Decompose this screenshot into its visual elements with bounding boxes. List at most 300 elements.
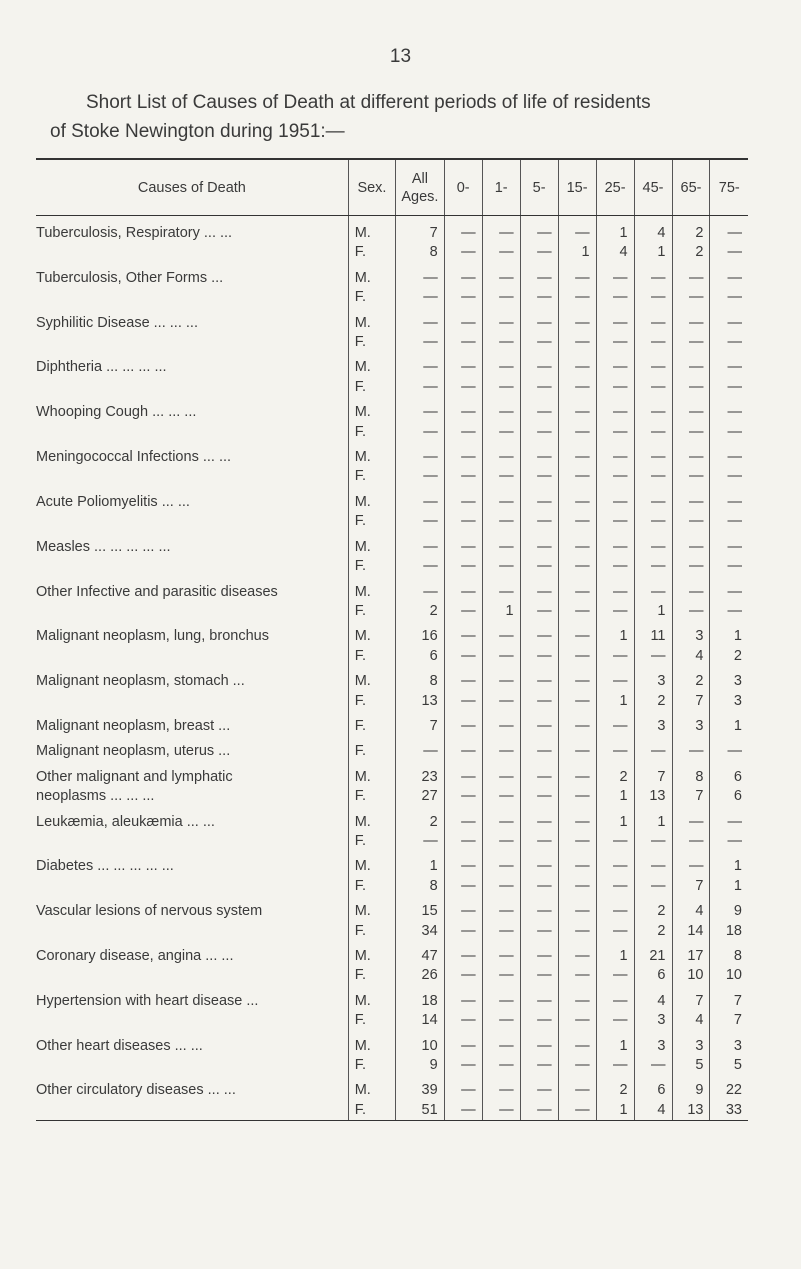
age-group-cell: 1 xyxy=(596,627,634,646)
age-group-cell: — xyxy=(520,1081,558,1100)
sex-cell: F. xyxy=(348,467,395,486)
sex-cell: F. xyxy=(348,602,395,621)
all-ages-cell: 23 xyxy=(396,768,445,787)
age-group-cell: — xyxy=(710,333,748,352)
age-group-cell: 2 xyxy=(596,768,634,787)
age-group-cell: — xyxy=(558,813,596,832)
age-group-cell: 22 xyxy=(710,1081,748,1100)
causes-of-death-table xyxy=(36,158,748,1121)
cause-cell: Malignant neoplasm, breast ... xyxy=(36,717,231,734)
age-group-cell: — xyxy=(444,857,482,876)
all-ages-cell: 13 xyxy=(396,692,445,711)
age-group-cell: — xyxy=(596,992,634,1011)
age-group-cell: — xyxy=(520,813,558,832)
age-group-cell: — xyxy=(520,378,558,397)
age-group-cell: 1 xyxy=(634,602,672,621)
sex-cell: F. xyxy=(348,742,395,761)
cause-cell xyxy=(36,1056,348,1075)
age-group-cell: — xyxy=(558,557,596,576)
age-group-cell: 8 xyxy=(672,768,710,787)
age-group-cell: — xyxy=(634,314,672,333)
age-group-cell: — xyxy=(596,557,634,576)
cause-cell xyxy=(36,877,348,896)
sex-cell: M. xyxy=(348,627,395,646)
cause-cell: Measles ... ... ... ... ... xyxy=(36,538,171,555)
table-row xyxy=(36,583,748,602)
sex-cell: F. xyxy=(348,787,395,806)
table-row xyxy=(36,627,748,646)
age-group-cell: — xyxy=(634,512,672,531)
age-group-cell: — xyxy=(482,832,520,851)
age-group-cell: 1 xyxy=(596,1037,634,1056)
table-row xyxy=(36,902,748,921)
age-group-cell: — xyxy=(482,512,520,531)
age-group-cell: 7 xyxy=(710,992,748,1011)
all-ages-cell: 6 xyxy=(396,647,445,666)
table-row xyxy=(36,692,748,711)
all-ages-cell: — xyxy=(396,512,445,531)
age-group-cell: — xyxy=(520,448,558,467)
age-group-cell: 33 xyxy=(710,1101,748,1121)
age-group-cell: — xyxy=(482,493,520,512)
age-group-cell: — xyxy=(520,557,558,576)
age-group-cell: — xyxy=(482,922,520,941)
table-row xyxy=(36,602,748,621)
table-row xyxy=(36,768,748,787)
age-group-cell: 1 xyxy=(596,947,634,966)
age-group-cell: 7 xyxy=(672,787,710,806)
age-group-cell: — xyxy=(558,583,596,602)
all-ages-cell: — xyxy=(396,403,445,422)
age-group-cell: — xyxy=(596,857,634,876)
age-group-cell: 2 xyxy=(710,647,748,666)
age-group-cell: — xyxy=(558,333,596,352)
cause-cell xyxy=(36,333,348,352)
cause-cell xyxy=(36,512,348,531)
sex-cell: M. xyxy=(348,902,395,921)
age-group-cell: — xyxy=(444,966,482,985)
age-group-cell: — xyxy=(444,647,482,666)
age-group-cell: — xyxy=(482,269,520,288)
sex-cell: F. xyxy=(348,288,395,307)
age-group-cell: 6 xyxy=(634,966,672,985)
table-row xyxy=(36,877,748,896)
age-group-cell: — xyxy=(558,787,596,806)
age-group-cell: — xyxy=(482,1056,520,1075)
age-group-cell: — xyxy=(520,947,558,966)
age-group-cell: — xyxy=(596,493,634,512)
cause-cell: Other malignant and lymphatic xyxy=(36,768,233,785)
table-row xyxy=(36,647,748,666)
age-group-cell: — xyxy=(710,742,748,761)
age-group-cell: — xyxy=(710,403,748,422)
age-group-cell: 4 xyxy=(596,243,634,262)
all-ages-cell: — xyxy=(396,832,445,851)
header-all-ages: All Ages. xyxy=(396,159,445,216)
cause-cell xyxy=(36,288,348,307)
age-group-cell: — xyxy=(596,647,634,666)
table-body xyxy=(36,216,748,1121)
sex-cell: M. xyxy=(348,583,395,602)
age-group-cell: — xyxy=(558,768,596,787)
age-group-cell: — xyxy=(634,538,672,557)
all-ages-cell: — xyxy=(396,493,445,512)
age-group-cell: — xyxy=(558,269,596,288)
title-line-1: Short List of Causes of Death at different periods of life of residents xyxy=(86,92,651,113)
age-group-cell: 3 xyxy=(672,1037,710,1056)
age-group-cell: 4 xyxy=(672,902,710,921)
age-group-cell: — xyxy=(558,857,596,876)
cause-cell xyxy=(36,692,348,711)
table-row xyxy=(36,314,748,333)
table-row xyxy=(36,992,748,1011)
table-row xyxy=(36,269,748,288)
sex-cell: F. xyxy=(348,557,395,576)
cause-cell xyxy=(36,1101,348,1121)
age-group-cell: — xyxy=(672,269,710,288)
all-ages-cell: 8 xyxy=(396,243,445,262)
age-group-cell: 7 xyxy=(672,692,710,711)
age-group-cell: — xyxy=(672,423,710,442)
age-group-cell: — xyxy=(444,378,482,397)
sex-cell: F. xyxy=(348,922,395,941)
age-group-cell: 4 xyxy=(672,647,710,666)
age-group-cell: — xyxy=(444,467,482,486)
age-group-cell: — xyxy=(634,467,672,486)
age-group-cell: — xyxy=(520,512,558,531)
age-group-cell: — xyxy=(520,1101,558,1121)
age-group-cell: — xyxy=(596,467,634,486)
sex-cell: M. xyxy=(348,538,395,557)
table-row xyxy=(36,1011,748,1030)
age-group-cell: — xyxy=(482,902,520,921)
age-group-cell: 2 xyxy=(672,672,710,691)
age-group-cell: 10 xyxy=(710,966,748,985)
cause-cell xyxy=(36,378,348,397)
cause-cell xyxy=(36,832,348,851)
header-age-15: 15- xyxy=(558,159,596,216)
cause-cell: Coronary disease, angina ... ... xyxy=(36,948,234,964)
cause-cell: Malignant neoplasm, lung, bronchus xyxy=(36,628,269,645)
age-group-cell: — xyxy=(558,692,596,711)
age-group-cell: — xyxy=(634,333,672,352)
cause-cell: Other circulatory diseases ... ... xyxy=(36,1082,236,1099)
header-age-75: 75- xyxy=(710,159,748,216)
all-ages-cell: 1 xyxy=(396,857,445,876)
cause-cell: neoplasms ... ... ... xyxy=(36,788,155,805)
age-group-cell: — xyxy=(596,538,634,557)
age-group-cell: — xyxy=(710,557,748,576)
all-ages-cell: 15 xyxy=(396,902,445,921)
all-ages-cell: — xyxy=(396,269,445,288)
age-group-cell: 5 xyxy=(710,1056,748,1075)
age-group-cell: 8 xyxy=(710,947,748,966)
age-group-cell: — xyxy=(710,423,748,442)
sex-cell: F. xyxy=(348,1056,395,1075)
age-group-cell: — xyxy=(672,358,710,377)
age-group-cell: — xyxy=(634,832,672,851)
age-group-cell: — xyxy=(444,1037,482,1056)
age-group-cell: — xyxy=(672,857,710,876)
age-group-cell: — xyxy=(672,557,710,576)
age-group-cell: 3 xyxy=(672,627,710,646)
age-group-cell: — xyxy=(596,333,634,352)
age-group-cell: — xyxy=(672,512,710,531)
age-group-cell: — xyxy=(596,602,634,621)
all-ages-cell: 8 xyxy=(396,672,445,691)
sex-cell: F. xyxy=(348,692,395,711)
age-group-cell: — xyxy=(710,493,748,512)
age-group-cell: — xyxy=(520,583,558,602)
age-group-cell: — xyxy=(482,243,520,262)
age-group-cell: — xyxy=(672,314,710,333)
cause-cell: Leukæmia, aleukæmia ... ... xyxy=(36,813,215,830)
age-group-cell: 1 xyxy=(634,243,672,262)
sex-cell: F. xyxy=(348,1101,395,1121)
age-group-cell: 11 xyxy=(634,627,672,646)
age-group-cell: — xyxy=(672,742,710,761)
age-group-cell: — xyxy=(710,813,748,832)
age-group-cell: — xyxy=(596,742,634,761)
age-group-cell: 1 xyxy=(558,243,596,262)
cause-cell: Vascular lesions of nervous system xyxy=(36,903,263,920)
age-group-cell: — xyxy=(596,448,634,467)
table-row xyxy=(36,243,748,262)
age-group-cell: — xyxy=(444,216,482,244)
age-group-cell: — xyxy=(482,1011,520,1030)
cause-cell: Tuberculosis, Other Forms ... xyxy=(36,269,224,286)
sex-cell: M. xyxy=(348,857,395,876)
sex-cell: F. xyxy=(348,333,395,352)
table-row xyxy=(36,538,748,557)
age-group-cell: — xyxy=(444,832,482,851)
age-group-cell: — xyxy=(596,922,634,941)
age-group-cell: — xyxy=(520,647,558,666)
age-group-cell: — xyxy=(482,947,520,966)
age-group-cell: — xyxy=(520,493,558,512)
age-group-cell: 9 xyxy=(710,902,748,921)
all-ages-cell: 34 xyxy=(396,922,445,941)
cause-cell: Acute Poliomyelitis ... ... xyxy=(36,493,190,510)
table-row xyxy=(36,1037,748,1056)
age-group-cell: — xyxy=(482,583,520,602)
age-group-cell: — xyxy=(710,583,748,602)
age-group-cell: 1 xyxy=(710,857,748,876)
cause-cell xyxy=(36,922,348,941)
sex-cell: M. xyxy=(348,403,395,422)
age-group-cell: 2 xyxy=(672,243,710,262)
sex-cell: F. xyxy=(348,966,395,985)
header-row xyxy=(36,159,748,216)
sex-cell: F. xyxy=(348,717,395,736)
cause-cell: Whooping Cough ... ... ... xyxy=(36,404,197,421)
age-group-cell: — xyxy=(596,423,634,442)
age-group-cell: — xyxy=(444,1011,482,1030)
cause-cell xyxy=(36,467,348,486)
table-row xyxy=(36,832,748,851)
age-group-cell: — xyxy=(520,216,558,244)
age-group-cell: — xyxy=(672,333,710,352)
age-group-cell: — xyxy=(520,538,558,557)
age-group-cell: — xyxy=(520,768,558,787)
all-ages-cell: 8 xyxy=(396,877,445,896)
age-group-cell: — xyxy=(634,269,672,288)
age-group-cell: 1 xyxy=(634,813,672,832)
all-ages-cell: 26 xyxy=(396,966,445,985)
table-row xyxy=(36,512,748,531)
age-group-cell: 3 xyxy=(710,672,748,691)
age-group-cell: 6 xyxy=(710,768,748,787)
table-row xyxy=(36,467,748,486)
age-group-cell: — xyxy=(558,1037,596,1056)
age-group-cell: — xyxy=(634,557,672,576)
age-group-cell: — xyxy=(634,423,672,442)
sex-cell: M. xyxy=(348,992,395,1011)
age-group-cell: 7 xyxy=(672,992,710,1011)
table-row xyxy=(36,1081,748,1100)
cause-cell: Syphilitic Disease ... ... ... xyxy=(36,314,198,331)
age-group-cell: — xyxy=(444,672,482,691)
cause-cell: Diabetes ... ... ... ... ... xyxy=(36,858,174,875)
age-group-cell: — xyxy=(558,877,596,896)
header-age-5: 5- xyxy=(520,159,558,216)
age-group-cell: — xyxy=(596,583,634,602)
age-group-cell: — xyxy=(672,832,710,851)
age-group-cell: — xyxy=(482,216,520,244)
age-group-cell: — xyxy=(520,243,558,262)
age-group-cell: 1 xyxy=(596,216,634,244)
age-group-cell: 1 xyxy=(596,787,634,806)
age-group-cell: — xyxy=(444,1056,482,1075)
cause-cell: Malignant neoplasm, stomach ... xyxy=(36,673,245,690)
age-group-cell: — xyxy=(558,966,596,985)
sex-cell: F. xyxy=(348,877,395,896)
age-group-cell: — xyxy=(558,947,596,966)
age-group-cell: — xyxy=(444,512,482,531)
age-group-cell: — xyxy=(596,832,634,851)
table-row xyxy=(36,1101,748,1121)
age-group-cell: — xyxy=(634,742,672,761)
age-group-cell: — xyxy=(482,378,520,397)
age-group-cell: 2 xyxy=(634,922,672,941)
all-ages-cell: 51 xyxy=(396,1101,445,1121)
age-group-cell: 7 xyxy=(710,1011,748,1030)
age-group-cell: — xyxy=(520,787,558,806)
age-group-cell: — xyxy=(558,538,596,557)
age-group-cell: — xyxy=(558,672,596,691)
all-ages-cell: — xyxy=(396,358,445,377)
age-group-cell: — xyxy=(444,358,482,377)
age-group-cell: — xyxy=(520,269,558,288)
age-group-cell: — xyxy=(596,378,634,397)
age-group-cell: — xyxy=(634,403,672,422)
age-group-cell: — xyxy=(482,403,520,422)
age-group-cell: — xyxy=(596,717,634,736)
age-group-cell: — xyxy=(444,403,482,422)
age-group-cell: — xyxy=(634,493,672,512)
age-group-cell: — xyxy=(482,992,520,1011)
age-group-cell: 14 xyxy=(672,922,710,941)
age-group-cell: — xyxy=(444,627,482,646)
all-ages-cell: 9 xyxy=(396,1056,445,1075)
age-group-cell: 1 xyxy=(710,627,748,646)
cause-cell: Hypertension with heart disease ... xyxy=(36,992,259,1009)
age-group-cell: — xyxy=(444,692,482,711)
age-group-cell: — xyxy=(672,813,710,832)
age-group-cell: — xyxy=(520,857,558,876)
age-group-cell: — xyxy=(596,1056,634,1075)
age-group-cell: — xyxy=(520,672,558,691)
cause-cell xyxy=(36,602,348,621)
age-group-cell: — xyxy=(482,647,520,666)
age-group-cell: — xyxy=(520,288,558,307)
table-row xyxy=(36,787,748,806)
age-group-cell: — xyxy=(482,672,520,691)
age-group-cell: 1 xyxy=(710,877,748,896)
age-group-cell: — xyxy=(444,877,482,896)
age-group-cell: — xyxy=(444,768,482,787)
age-group-cell: — xyxy=(482,314,520,333)
cause-cell: Other Infective and parasitic diseases xyxy=(36,583,278,600)
age-group-cell: — xyxy=(634,288,672,307)
age-group-cell: — xyxy=(520,1011,558,1030)
table-row xyxy=(36,423,748,442)
all-ages-cell: — xyxy=(396,742,445,761)
age-group-cell: — xyxy=(672,602,710,621)
all-ages-cell: 18 xyxy=(396,992,445,1011)
age-group-cell: — xyxy=(558,467,596,486)
header-age-45: 45- xyxy=(634,159,672,216)
age-group-cell: 2 xyxy=(672,216,710,244)
age-group-cell: — xyxy=(482,692,520,711)
age-group-cell: — xyxy=(558,512,596,531)
cause-cell xyxy=(36,557,348,576)
age-group-cell: — xyxy=(558,647,596,666)
age-group-cell: 1 xyxy=(710,717,748,736)
age-group-cell: — xyxy=(482,787,520,806)
sex-cell: M. xyxy=(348,813,395,832)
age-group-cell: — xyxy=(444,1081,482,1100)
table-row xyxy=(36,813,748,832)
all-ages-cell: 14 xyxy=(396,1011,445,1030)
age-group-cell: 3 xyxy=(634,672,672,691)
age-group-cell: 6 xyxy=(634,1081,672,1100)
sex-cell: M. xyxy=(348,358,395,377)
age-group-cell: — xyxy=(520,966,558,985)
age-group-cell: 9 xyxy=(672,1081,710,1100)
cause-cell xyxy=(36,966,348,985)
age-group-cell: 4 xyxy=(634,216,672,244)
all-ages-cell: 47 xyxy=(396,947,445,966)
all-ages-cell: — xyxy=(396,557,445,576)
age-group-cell: — xyxy=(520,314,558,333)
age-group-cell: — xyxy=(672,467,710,486)
age-group-cell: — xyxy=(444,947,482,966)
sex-cell: M. xyxy=(348,672,395,691)
page-number: 13 xyxy=(389,46,412,67)
age-group-cell: — xyxy=(482,627,520,646)
age-group-cell: — xyxy=(520,333,558,352)
age-group-cell: — xyxy=(482,467,520,486)
age-group-cell: — xyxy=(672,403,710,422)
table-row xyxy=(36,448,748,467)
age-group-cell: — xyxy=(672,583,710,602)
all-ages-cell: 39 xyxy=(396,1081,445,1100)
age-group-cell: — xyxy=(520,403,558,422)
all-ages-cell: 16 xyxy=(396,627,445,646)
age-group-cell: — xyxy=(710,467,748,486)
age-group-cell: — xyxy=(482,877,520,896)
